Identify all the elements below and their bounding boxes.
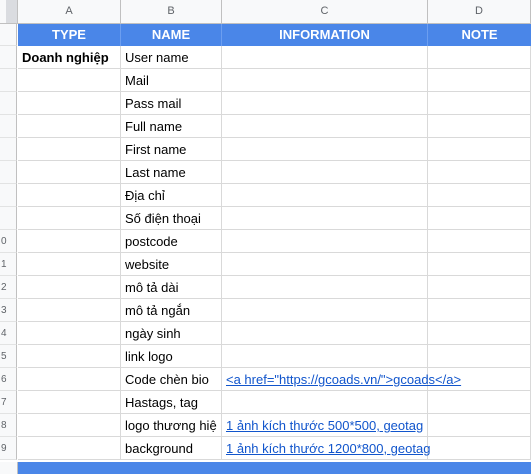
header-name[interactable]: NAME [121,24,222,46]
information-cell[interactable]: 1 ảnh kích thước 1200*800, geotag [222,437,428,460]
row-number[interactable] [0,46,17,69]
name-cell[interactable]: mô tả ngắn [121,299,222,322]
note-cell[interactable] [428,207,531,230]
information-cell[interactable] [222,138,428,161]
note-cell[interactable] [428,138,531,161]
information-cell[interactable] [222,46,428,69]
type-cell[interactable] [18,391,121,414]
name-cell[interactable]: Mail [121,69,222,92]
information-cell[interactable]: <a href="https://gcoads.vn/">gcoads</a> [222,368,428,391]
type-cell[interactable] [18,184,121,207]
note-cell[interactable] [428,414,531,437]
note-cell[interactable] [428,391,531,414]
row-number[interactable]: 0 [0,230,17,253]
type-cell[interactable] [18,299,121,322]
type-cell[interactable] [18,368,121,391]
name-cell[interactable]: Full name [121,115,222,138]
column-header-b[interactable]: B [121,0,222,23]
type-cell[interactable] [18,345,121,368]
name-cell[interactable]: ngày sinh [121,322,222,345]
name-cell[interactable]: Hastags, tag [121,391,222,414]
row-number[interactable] [0,207,17,230]
information-cell[interactable] [222,253,428,276]
row-number[interactable]: 6 [0,368,17,391]
type-cell[interactable] [18,253,121,276]
note-cell[interactable] [428,115,531,138]
name-cell[interactable]: First name [121,138,222,161]
note-cell[interactable] [428,92,531,115]
row-number[interactable] [0,161,17,184]
row-number-gutter [0,462,18,474]
information-cell[interactable] [222,69,428,92]
row-number[interactable] [0,24,17,46]
note-cell[interactable] [428,276,531,299]
column-header-a[interactable]: A [18,0,121,23]
note-cell[interactable] [428,345,531,368]
note-cell[interactable] [428,230,531,253]
name-cell[interactable]: postcode [121,230,222,253]
note-cell[interactable] [428,437,531,460]
name-cell[interactable]: mô tả dài [121,276,222,299]
row-number[interactable]: 7 [0,391,17,414]
note-cell[interactable] [428,46,531,69]
table-footer-band [0,462,531,474]
type-cell[interactable] [18,414,121,437]
type-cell[interactable] [18,322,121,345]
information-cell[interactable] [222,92,428,115]
row-number[interactable]: 4 [0,322,17,345]
select-all-corner[interactable] [0,0,18,23]
information-cell[interactable] [222,391,428,414]
column-header-d[interactable]: D [428,0,531,23]
name-cell[interactable]: background [121,437,222,460]
row-number[interactable] [0,69,17,92]
row-number[interactable]: 1 [0,253,17,276]
note-cell[interactable] [428,253,531,276]
name-cell[interactable]: logo thương hiệ [121,414,222,437]
type-cell[interactable] [18,92,121,115]
note-cell[interactable] [428,368,531,391]
row-number[interactable]: 3 [0,299,17,322]
information-cell[interactable] [222,230,428,253]
information-cell[interactable] [222,115,428,138]
type-cell[interactable] [18,437,121,460]
name-cell[interactable]: Số điện thoại [121,207,222,230]
name-cell[interactable]: User name [121,46,222,69]
type-cell[interactable] [18,230,121,253]
type-cell[interactable] [18,161,121,184]
information-cell[interactable] [222,276,428,299]
information-cell[interactable] [222,207,428,230]
type-cell[interactable] [18,138,121,161]
information-cell[interactable] [222,299,428,322]
note-cell[interactable] [428,299,531,322]
row-number[interactable] [0,184,17,207]
row-number[interactable]: 8 [0,414,17,437]
information-cell[interactable]: 1 ảnh kích thước 500*500, geotag [222,414,428,437]
note-cell[interactable] [428,184,531,207]
name-cell[interactable]: Pass mail [121,92,222,115]
name-cell[interactable]: Địa chỉ [121,184,222,207]
type-cell[interactable] [18,276,121,299]
type-cell[interactable] [18,69,121,92]
information-cell[interactable] [222,161,428,184]
information-cell[interactable] [222,322,428,345]
column-header-c[interactable]: C [222,0,428,23]
name-cell[interactable]: Code chèn bio [121,368,222,391]
header-type[interactable]: TYPE [18,24,121,46]
row-number[interactable] [0,138,17,161]
name-cell[interactable]: Last name [121,161,222,184]
header-information[interactable]: INFORMATION [222,24,428,46]
note-cell[interactable] [428,69,531,92]
row-number[interactable]: 9 [0,437,17,460]
type-cell[interactable]: Doanh nghiệp [18,46,121,69]
note-cell[interactable] [428,161,531,184]
type-cell[interactable] [18,207,121,230]
column-header-row [0,0,531,24]
corner-indicator [6,0,17,23]
name-cell[interactable]: link logo [121,345,222,368]
name-cell[interactable]: website [121,253,222,276]
type-cell[interactable] [18,115,121,138]
note-cell[interactable] [428,322,531,345]
row-number[interactable]: 5 [0,345,17,368]
row-number[interactable] [0,115,17,138]
row-number[interactable]: 2 [0,276,17,299]
header-note[interactable]: NOTE [461,27,498,42]
information-cell[interactable] [222,184,428,207]
row-number[interactable] [0,92,17,115]
information-cell[interactable] [222,345,428,368]
